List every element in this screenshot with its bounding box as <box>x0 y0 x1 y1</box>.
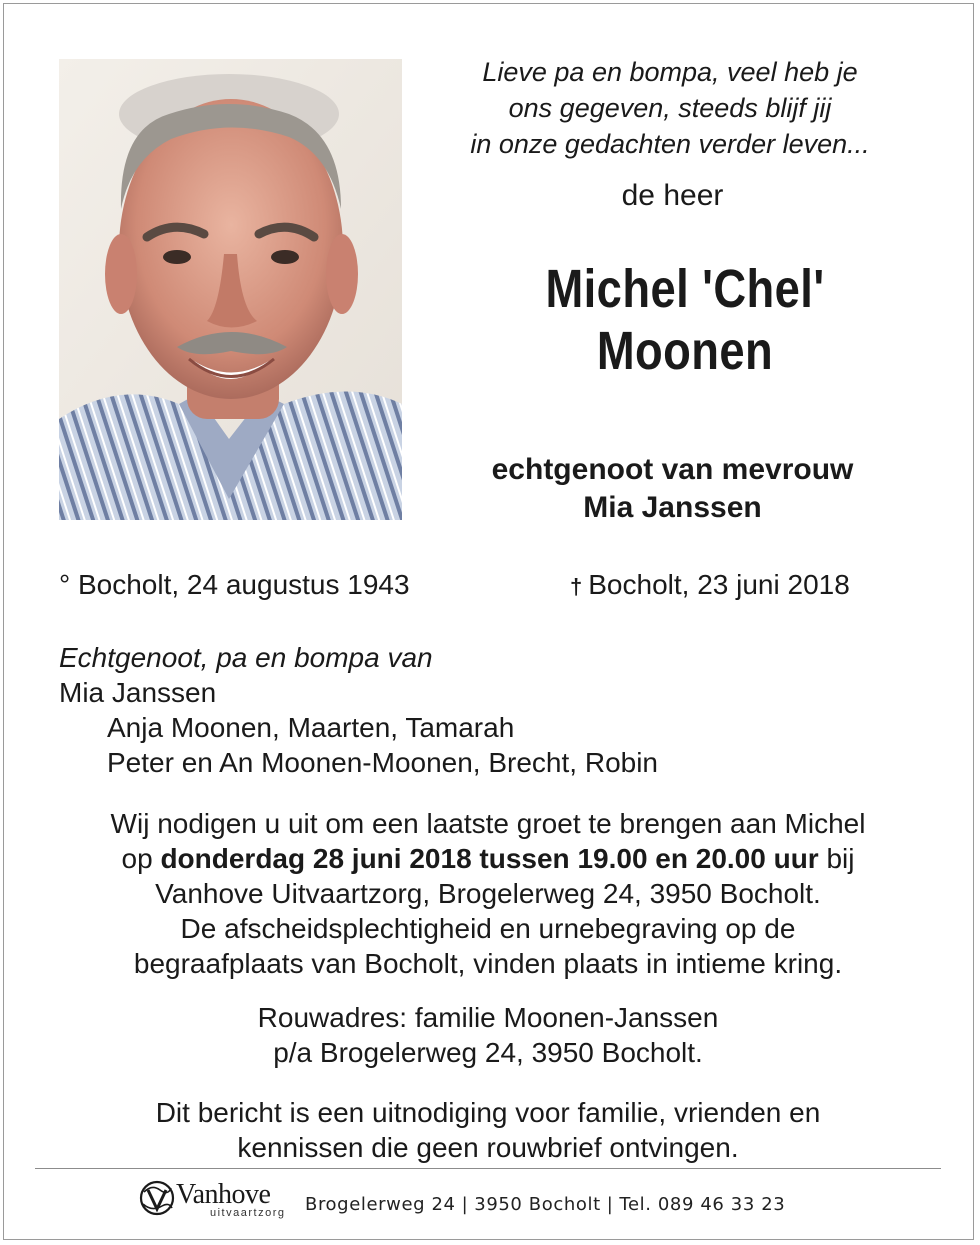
poem-line: in onze gedachten verder leven... <box>470 129 870 159</box>
poem-line: ons gegeven, steeds blijf jij <box>508 93 832 123</box>
spouse-info <box>415 451 930 527</box>
family-member: Anja Moonen, Maarten, Tamarah <box>107 712 515 743</box>
birth-date: ° Bocholt, 24 augustus 1943 <box>59 569 410 600</box>
family-list <box>59 640 658 780</box>
death-date-text: Bocholt, 23 juni 2018 <box>588 569 850 600</box>
footer-phone: Tel. 089 46 33 23 <box>619 1194 786 1215</box>
family-member: Mia Janssen <box>59 677 217 708</box>
name-line-2: Moonen <box>596 321 774 381</box>
family-intro: Echtgenoot, pa en bompa van <box>59 642 433 673</box>
invitation-paragraph <box>40 806 936 981</box>
logo-name: Vanhove <box>176 1179 271 1210</box>
poem-line: Lieve pa en bompa, veel heb je <box>482 57 858 87</box>
portrait-photo <box>59 59 402 520</box>
footer-contact <box>305 1194 785 1215</box>
memorial-poem <box>415 54 925 162</box>
family-member: Peter en An Moonen-Moonen, Brecht, Robin <box>107 747 659 778</box>
footer-separator: | <box>461 1194 469 1215</box>
footer-street: Brogelerweg 24 <box>305 1194 456 1215</box>
invitation-line: Wij nodigen u uit om een laatste groet te brengen aan Michel <box>110 808 866 839</box>
cross-icon: † <box>570 574 583 599</box>
invitation-text: bij <box>818 843 855 874</box>
footer-separator: | <box>606 1194 614 1215</box>
honorific-title: de heer <box>621 179 724 212</box>
invitation-line <box>40 841 936 876</box>
deceased-name <box>471 258 899 382</box>
notice-paragraph <box>40 1095 936 1165</box>
invitation-text: op <box>121 843 161 874</box>
notice-line: Dit bericht is een uitnodiging voor familie, vrienden en <box>155 1097 821 1128</box>
spouse-line-1: echtgenoot van mevrouw <box>491 453 854 486</box>
footer-divider <box>35 1168 941 1169</box>
mourning-address <box>40 1000 936 1070</box>
address-line: Rouwadres: familie Moonen-Janssen <box>257 1002 719 1033</box>
address-line: p/a Brogelerweg 24, 3950 Bocholt. <box>273 1037 703 1068</box>
logo-subtitle: uitvaartzorg <box>210 1207 286 1219</box>
invitation-line: begraafplaats van Bocholt, vinden plaats in intieme kring. <box>133 948 843 979</box>
death-date <box>570 567 850 605</box>
name-line-1: Michel 'Chel' <box>545 259 825 319</box>
visitation-time: donderdag 28 juni 2018 tussen 19.00 en 20.00 uur <box>160 843 819 874</box>
notice-line: kennissen die geen rouwbrief ontvingen. <box>237 1132 739 1163</box>
spouse-line-2: Mia Janssen <box>583 491 762 524</box>
vanhove-logo-icon <box>138 1178 176 1218</box>
invitation-line: De afscheidsplechtigheid en urnebegraving op de <box>180 913 796 944</box>
footer-city: 3950 Bocholt <box>474 1194 601 1215</box>
funeral-home-logo <box>138 1176 298 1222</box>
invitation-line: Vanhove Uitvaartzorg, Brogelerweg 24, 3950 Bocholt. <box>155 878 821 909</box>
